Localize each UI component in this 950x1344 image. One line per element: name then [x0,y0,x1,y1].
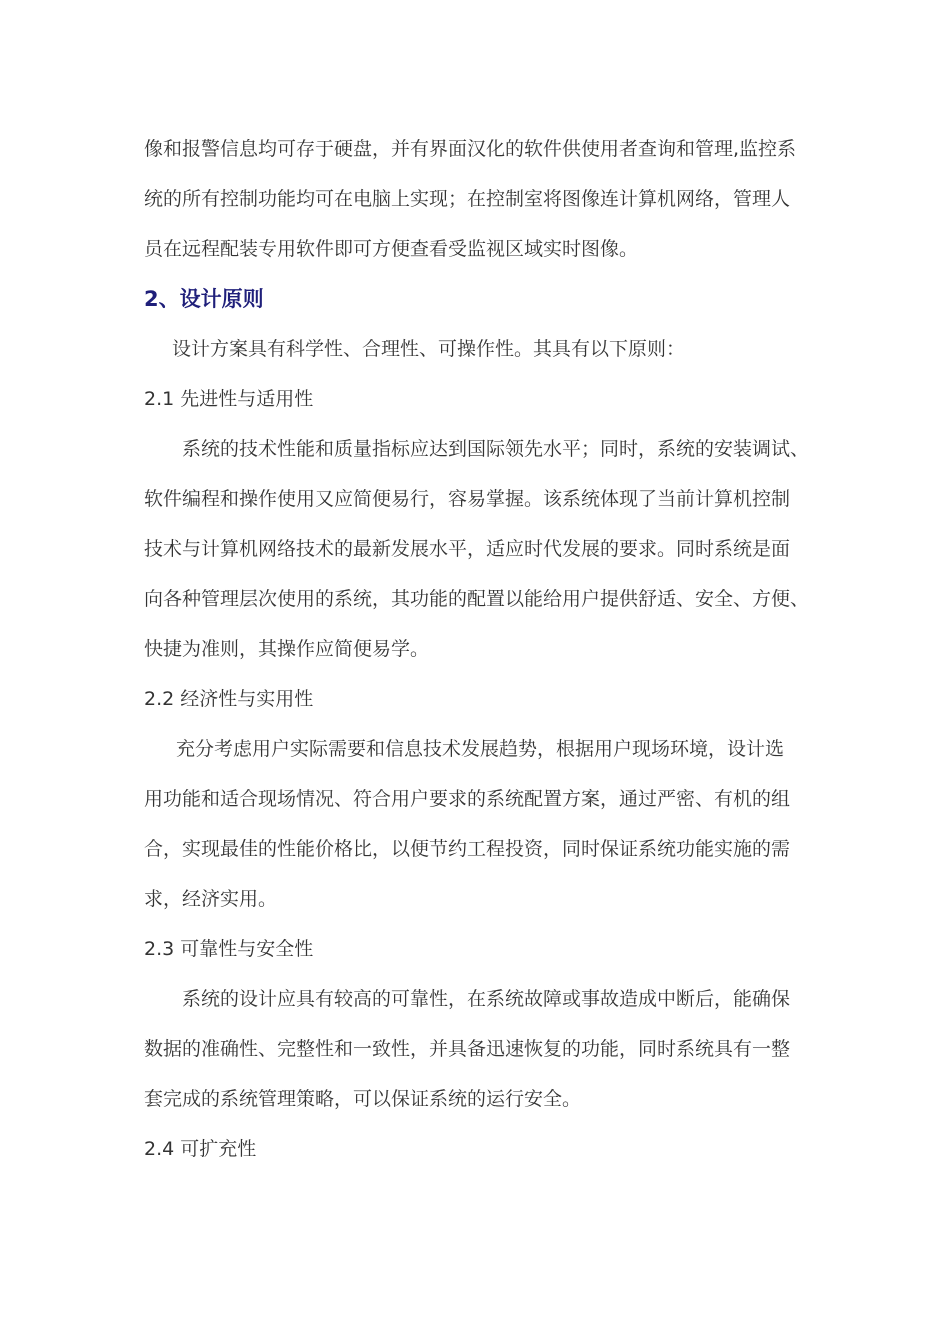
paragraph-line: 系统的技术性能和质量指标应达到国际领先水平；同时，系统的安装调试、 [182,438,810,460]
paragraph-line: 充分考虑用户实际需要和信息技术发展趋势，根据用户现场环境，设计选 [176,738,785,760]
paragraph-line: 快捷为准则，其操作应简便易学。 [144,638,430,660]
paragraph-line: 员在远程配装专用软件即可方便查看受监视区域实时图像。 [144,238,639,260]
subsection-title: 2.4 可扩充性 [144,1138,257,1160]
paragraph-line: 技术与计算机网络技术的最新发展水平，适应时代发展的要求。同时系统是面 [144,538,791,560]
paragraph-line: 合，实现最佳的性能价格比，以便节约工程投资，同时保证系统功能实施的需 [144,838,791,860]
paragraph-line: 套完成的系统管理策略，可以保证系统的运行安全。 [144,1088,582,1110]
subsection-title: 2.2 经济性与实用性 [144,688,314,710]
paragraph-line: 求，经济实用。 [144,888,278,910]
subsection-title: 2.3 可靠性与安全性 [144,938,314,960]
paragraph-line: 设计方案具有科学性、合理性、可操作性。其具有以下原则： [172,338,686,360]
subsection-title: 2.1 先进性与适用性 [144,388,314,410]
paragraph-line: 软件编程和操作使用又应简便易行，容易掌握。该系统体现了当前计算机控制 [144,488,791,510]
paragraph-line: 像和报警信息均可存于硬盘，并有界面汉化的软件供使用者查询和管理,监控系 [144,138,797,160]
paragraph-line: 系统的设计应具有较高的可靠性，在系统故障或事故造成中断后，能确保 [182,988,791,1010]
document-page [144,124,812,1174]
paragraph-line: 数据的准确性、完整性和一致性，并具备迅速恢复的功能，同时系统具有一整 [144,1038,791,1060]
paragraph-line: 用功能和适合现场情况、符合用户要求的系统配置方案，通过严密、有机的组 [144,788,791,810]
paragraph-line: 统的所有控制功能均可在电脑上实现；在控制室将图像连计算机网络，管理人 [144,188,791,210]
section-heading: 2、设计原则 [144,287,264,311]
paragraph-line: 向各种管理层次使用的系统，其功能的配置以能给用户提供舒适、安全、方便、 [144,588,810,610]
